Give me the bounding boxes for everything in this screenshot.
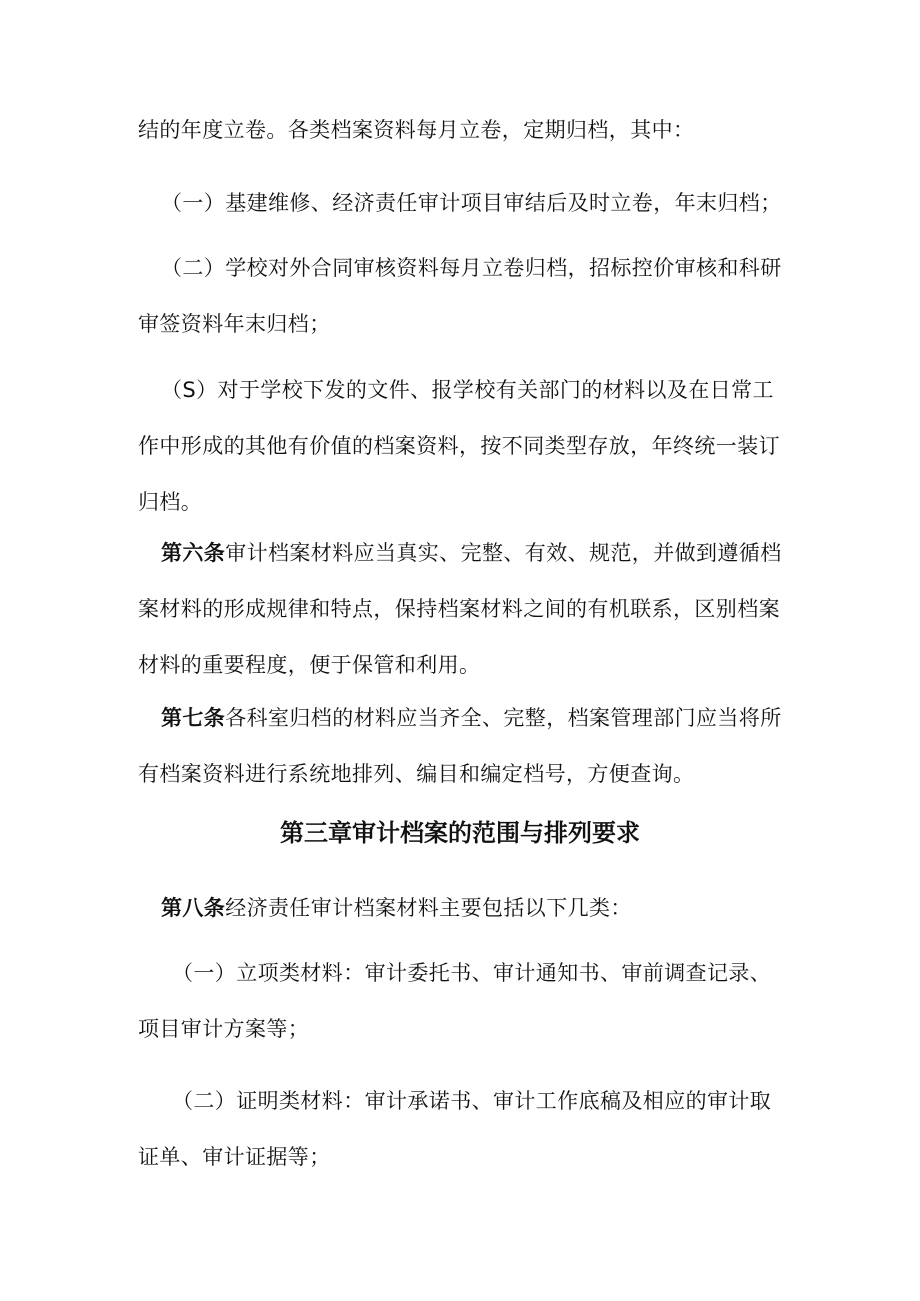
article-6 [138, 525, 788, 693]
article-label: 第八条 [161, 896, 226, 920]
article-text: 各科室归档的材料应当齐全、完整，档案管理部门应当将所有档案资料进行系统地排列、编目和编定档号，方便查询。 [138, 706, 782, 786]
paragraph-text: （一）基建维修、经济责任审计项目审结后及时立卷，年末归档； [161, 191, 782, 215]
article-label: 第六条 [161, 541, 226, 565]
article-7 [138, 690, 788, 802]
item-marker: （S） [161, 378, 218, 402]
paragraph-text: （二）证明类材料：审计承诺书、审计工作底稿及相应的审计取证单、审计证据等； [138, 1089, 772, 1169]
paragraph-item-construction [138, 175, 788, 231]
paragraph-text: 结的年度立卷。各类档案资料每月立卷，定期归档，其中： [138, 118, 695, 142]
paragraph-item-documents [138, 362, 788, 530]
article-text: 审计档案材料应当真实、完整、有效、规范，并做到遵循档案材料的形成规律和特点，保持档案材料之间的有机联系，区别档案材料的重要程度，便于保管和利用。 [138, 541, 782, 677]
paragraph-text: 对于学校下发的文件、报学校有关部门的材料以及在日常工作中形成的其他有价值的档案资料，按不同类型存放，年终统一装订归档。 [138, 378, 780, 514]
article-8 [138, 880, 788, 936]
list-item-project-materials [138, 945, 788, 1057]
article-label: 第七条 [161, 706, 226, 730]
paragraph-archiving-intro [138, 102, 788, 158]
paragraph-text: （二）学校对外合同审核资料每月立卷归档，招标控价审核和科研审签资料年末归档； [138, 256, 782, 336]
article-text: 经济责任审计档案材料主要包括以下几类： [225, 896, 632, 920]
paragraph-item-contracts [138, 240, 788, 352]
list-item-evidence-materials [138, 1073, 788, 1185]
paragraph-text: （一）立项类材料：审计委托书、审计通知书、审前调查记录、项目审计方案等； [138, 961, 772, 1041]
chapter-heading: 第三章审计档案的范围与排列要求 [280, 819, 640, 847]
